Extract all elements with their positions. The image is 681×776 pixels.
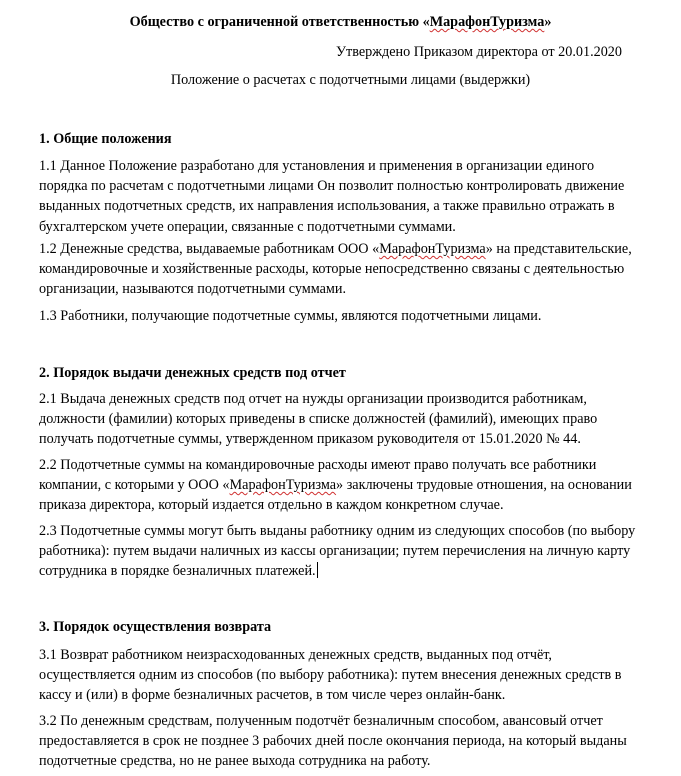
paragraph-2-2 — [39, 455, 659, 516]
line-text: 1.2 Денежные средства, выдаваемые работникам ООО « — [39, 241, 380, 257]
paragraph-2-3 — [39, 521, 659, 582]
section-1-heading: 1. Общие положения — [39, 131, 172, 147]
paragraph-line: 2.3 Подотчетные суммы могут быть выданы работнику одним из следующих способов (по выбору — [39, 523, 636, 539]
paragraph-line: порядка по расчетам с подотчетными лицами Он позволит полностью контролировать движение — [39, 178, 625, 195]
company-name-misspelled: МарафонТуризма — [229, 477, 337, 494]
company-name-misspelled: МарафонТуризма — [429, 14, 545, 30]
paragraph-line: 1.3 Работники, получающие подотчетные суммы, являются подотчетными лицами. — [39, 308, 542, 324]
paragraph-line: предоставляется в срок не позднее 3 рабочих дней после окончания периода, на который выданы — [39, 733, 627, 750]
paragraph-line — [39, 239, 659, 259]
paragraph-line: работника): путем выдачи наличных из кассы организации; путем перечисления на личную карту — [39, 543, 631, 560]
paragraph-line: должности (фамилии) которых приведены в списке должностей (фамилий), имеющих право — [39, 411, 598, 428]
section-2-heading: 2. Порядок выдачи денежных средств под отчет — [39, 365, 346, 381]
section-3-heading: 3. Порядок осуществления возврата — [39, 619, 272, 635]
paragraph-2-1 — [39, 389, 659, 450]
paragraph-line — [39, 475, 659, 495]
company-name-misspelled: МарафонТуризма — [379, 241, 486, 257]
paragraph-line: 3.1 Возврат работником неизрасходованных денежных средств, выданных под отчёт, — [39, 647, 552, 663]
paragraph-line: получать подотчетные суммы, утвержденном приказом руководителя от 15.01.2020 № 44. — [39, 431, 581, 448]
paragraph-1-2 — [39, 239, 659, 300]
text-cursor — [317, 562, 318, 578]
paragraph-line: 1.1 Данное Положение разработано для установления и применения в организации единого — [39, 158, 595, 174]
paragraph-line: 2.1 Выдача денежных средств под отчет на нужды организации производится работникам, — [39, 391, 587, 407]
paragraph-line: 2.2 Подотчетные суммы на командировочные расходы имеют право получать все работники — [39, 457, 597, 473]
line-text: сотрудника в порядке безналичных платежей. — [39, 563, 316, 580]
document-subtitle: Положение о расчетах с подотчетными лицами (выдержки) — [170, 72, 531, 88]
line-text: » заключены трудовые отношения, на основании — [336, 477, 632, 494]
paragraph-1-3 — [39, 306, 659, 326]
line-text: компании, с которыми у ООО « — [39, 477, 230, 494]
line-text: » на представительские, — [485, 241, 632, 257]
paragraph-3-1 — [39, 645, 659, 706]
paragraph-line: подотчетные средства, но не ранее выхода сотрудника на работу. — [39, 753, 431, 770]
paragraph-1-1 — [39, 156, 659, 237]
paragraph-line: осуществляется одним из способов (по выбору работника): путем внесения денежных средств в — [39, 667, 622, 684]
title-suffix: » — [544, 14, 552, 30]
paragraph-line: 3.2 По денежным средствам, полученным подотчёт безналичным способом, авансовый отчет — [39, 713, 603, 729]
paragraph-line: командировочные и хозяйственные расходы, которые непосредственно связаны с деятельностью — [39, 261, 625, 278]
paragraph-line: приказа директора, который издается отдельно в каждом конкретном случае. — [39, 497, 504, 514]
approval-note: Утверждено Приказом директора от 20.01.2020 — [335, 44, 622, 60]
paragraph-3-2 — [39, 711, 659, 772]
title-prefix: Общество с ограниченной ответственностью « — [129, 14, 430, 30]
paragraph-line: кассу и (или) в форме безналичных расчетов, в том числе через онлайн-банк. — [39, 687, 506, 704]
paragraph-line: бухгалтерском учете операции, связанные с подотчетными суммами. — [39, 218, 456, 235]
company-title — [0, 12, 681, 32]
paragraph-line: выданных подотчетных средств, их направления использования, а также правильно отражать в — [39, 198, 615, 215]
paragraph-line: организации, называются подотчетными суммами. — [39, 281, 347, 298]
paragraph-line — [39, 561, 659, 581]
